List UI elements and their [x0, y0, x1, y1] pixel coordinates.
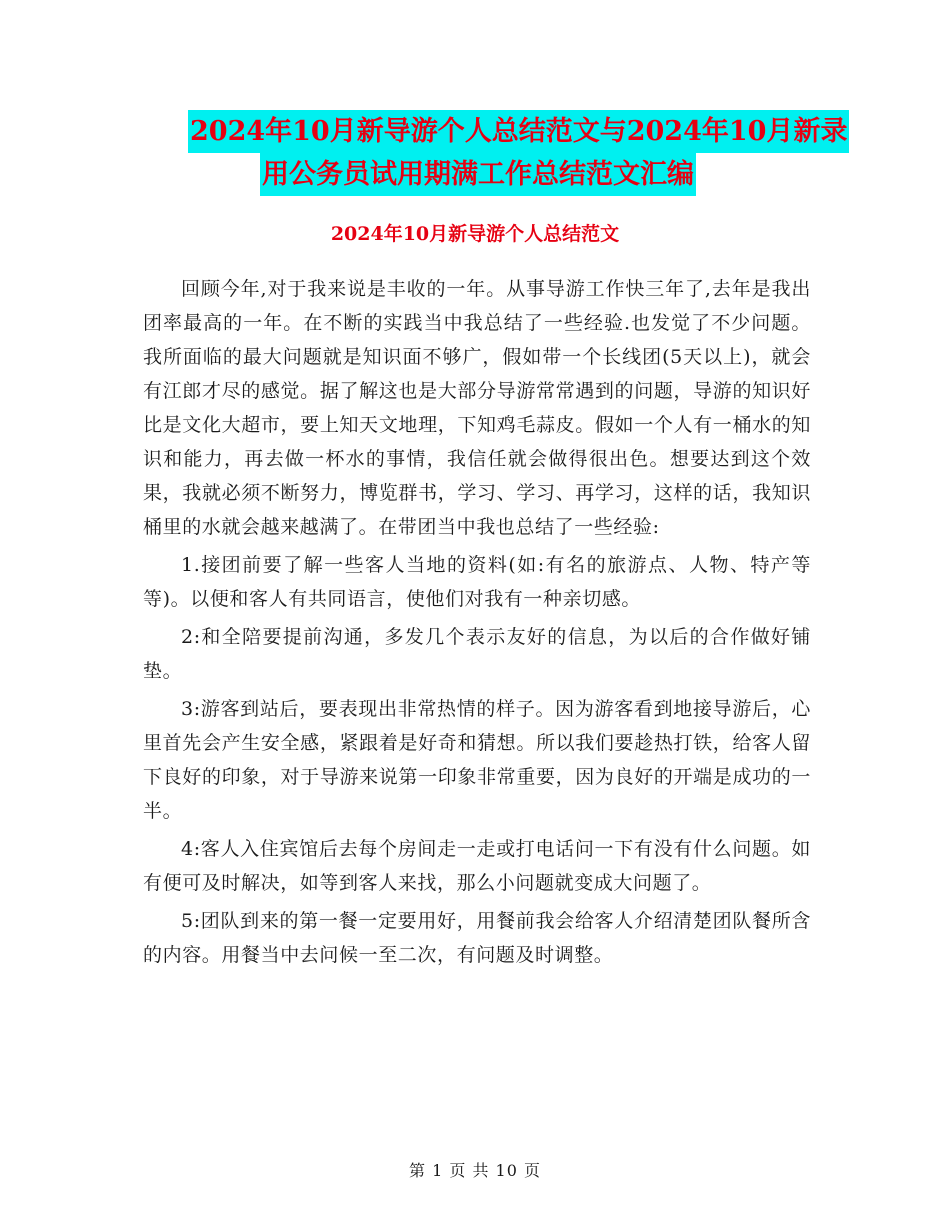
body-paragraph-item-3: 3:游客到站后，要表现出非常热情的样子。因为游客看到地接导游后，心里首先会产生安全感，紧跟着是好奇和猜想。所以我们要趁热打铁，给客人留下良好的印象，对于导游来说第一印象非常重要，因为良好的开端是成功的一半。 — [143, 698, 811, 822]
document-title-line-1: 2024年10月新导游个人总结范文与2024年10月新录 — [188, 110, 849, 153]
document-body — [143, 272, 811, 976]
body-paragraph-item-2: 2:和全陪要提前沟通，多发几个表示友好的信息，为以后的合作做好铺垫。 — [143, 626, 811, 682]
body-paragraph-intro: 回顾今年,对于我来说是丰收的一年。从事导游工作快三年了,去年是我出团率最高的一年。在不断的实践当中我总结了一些经验.也发觉了不少问题。我所面临的最大问题就是知识面不够广，假如带一个长线团(5天以上)，就会有江郎才尽的感觉。据了解这也是大部分导游常常遇到的问题，导游的知识好比是文化大超市，要上知天文地理，下知鸡毛蒜皮。假如一个人有一桶水的知识和能力，再去做一杯水的事情，我信任就会做得很出色。想要达到这个效果，我就必须不断努力，博览群书，学习、学习、再学习，这样的话，我知识桶里的水就会越来越满了。在带团当中我也总结了一些经验: — [143, 278, 811, 538]
document-title-line-2: 用公务员试用期满工作总结范文汇编 — [260, 153, 696, 196]
section-heading: 2024年10月新导游个人总结范文 — [330, 223, 620, 245]
document-title — [140, 110, 848, 196]
body-paragraph-item-4: 4:客人入住宾馆后去每个房间走一走或打电话问一下有没有什么问题。如有便可及时解决，如等到客人来找，那么小问题就变成大问题了。 — [143, 838, 811, 894]
page-footer-indicator: 第 1 页 共 10 页 — [409, 1161, 541, 1180]
body-paragraph-item-1: 1.接团前要了解一些客人当地的资料(如:有名的旅游点、人物、特产等等)。以便和客人有共同语言，使他们对我有一种亲切感。 — [143, 554, 811, 610]
body-paragraph-item-5: 5:团队到来的第一餐一定要用好，用餐前我会给客人介绍清楚团队餐所含的内容。用餐当中去问候一至二次，有问题及时调整。 — [143, 910, 811, 966]
